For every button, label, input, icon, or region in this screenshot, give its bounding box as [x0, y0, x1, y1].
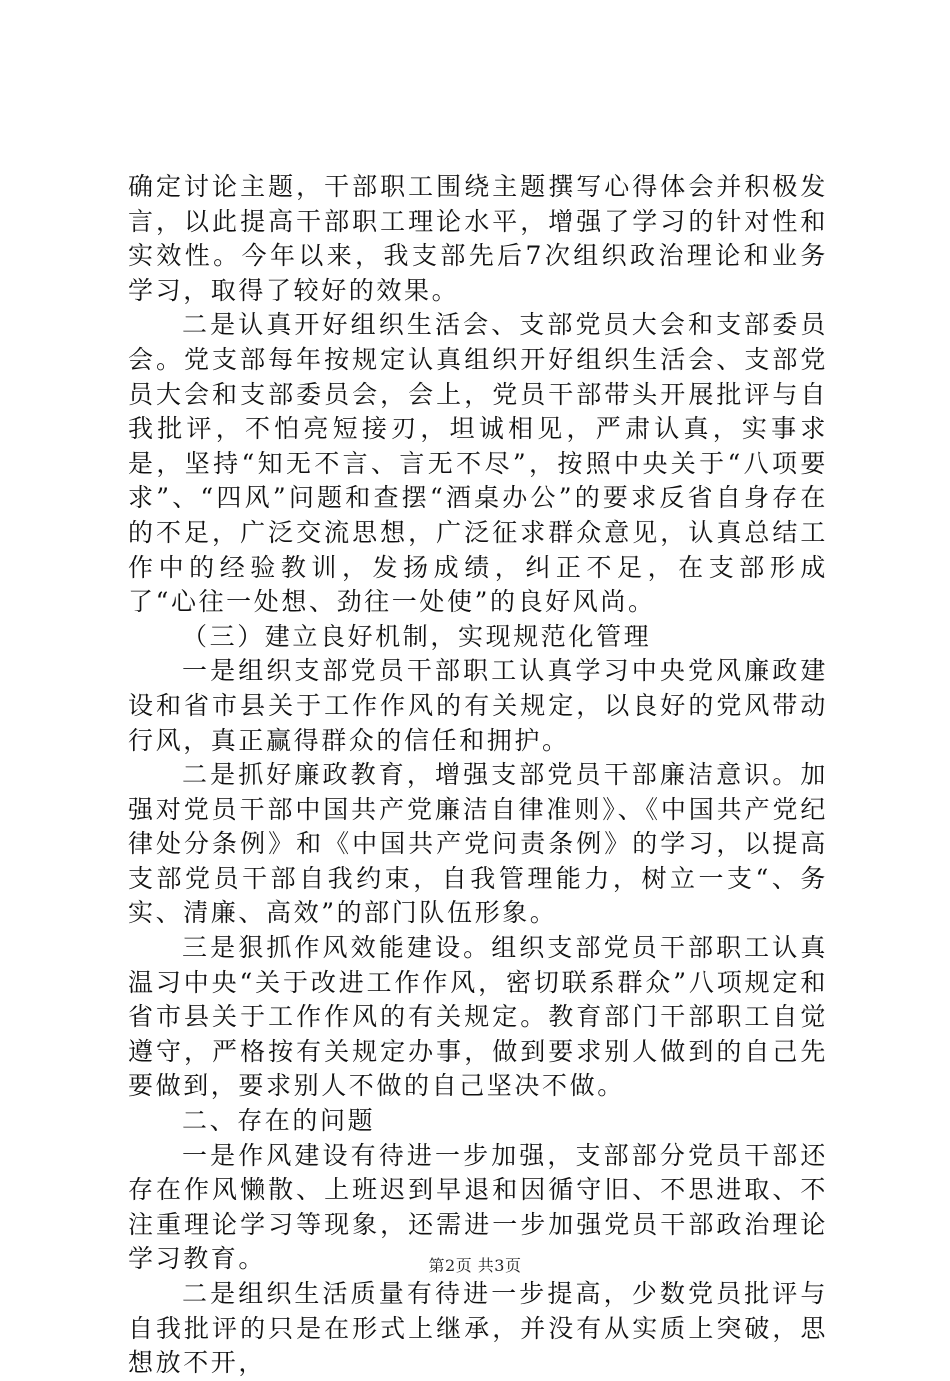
paragraph-6: 三是狠抓作风效能建设。组织支部党员干部职工认真温习中央“关于改进工作作风，密切联系群众”八项规定和省市县关于工作作风的有关规定。教育部门干部职工自觉遵守，严格按有关规定办事，做到要求别人做到的自己先要做到，要求别人不做的自己坚决不做。	[128, 933, 828, 1101]
section-heading-issues: 二、存在的问题	[182, 1106, 376, 1136]
paragraph-4: 一是组织支部党员干部职工认真学习中央党风廉政建设和省市县关于工作作风的有关规定，以良好的党风带动行风，真正赢得群众的信任和拥护。	[128, 656, 828, 755]
paragraph-8: 一是作风建设有待进一步加强，支部部分党员干部还存在作风懒散、上班迟到早退和因循守旧、不思进取、不注重理论学习等现象，还需进一步加强党员干部政治理论学习教育。	[128, 1140, 828, 1274]
section-heading: （三）建立良好机制，实现规范化管理	[182, 621, 652, 651]
paragraph-5: 二是抓好廉政教育，增强支部党员干部廉洁意识。加强对党员干部中国共产党廉洁自律准则》、《中国共产党纪律处分条例》和《中国共产党问责条例》的学习，以提高支部党员干部自我约束，自我管理能力，树立一支“、务实、清廉、高效”的部门队伍形象。	[128, 760, 828, 928]
paragraph-1: 确定讨论主题，干部职工围绕主题撰写心得体会并积极发言，以此提高干部职工理论水平，增强了学习的针对性和实效性。今年以来，我支部先后7次组织政治理论和业务学习，取得了较好的效果。	[128, 172, 828, 305]
paragraph-2: 二是认真开好组织生活会、支部党员大会和支部委员会。党支部每年按规定认真组织开好组织生活会、支部党员大会和支部委员会，会上，党员干部带头开展批评与自我批评，不怕亮短接刃，坦诚相见，严肃认真，实事求是，坚持“知无不言、言无不尽”，按照中央关于“八项要求”、“四风”问题和查摆“酒桌办公”的要求反省自身存在的不足，广泛交流思想，广泛征求群众意见，认真总结工作中的经验教训，发扬成绩，纠正不足，在支部形成了“心往一处想、劲往一处使”的良好风尚。	[128, 310, 828, 617]
document-body	[128, 170, 828, 1381]
paragraph-9: 二是组织生活质量有待进一步提高，少数党员批评与自我批评的只是在形式上继承，并没有从实质上突破，思想放不开，	[128, 1279, 828, 1378]
page-footer: 第2页 共3页	[428, 1256, 522, 1275]
